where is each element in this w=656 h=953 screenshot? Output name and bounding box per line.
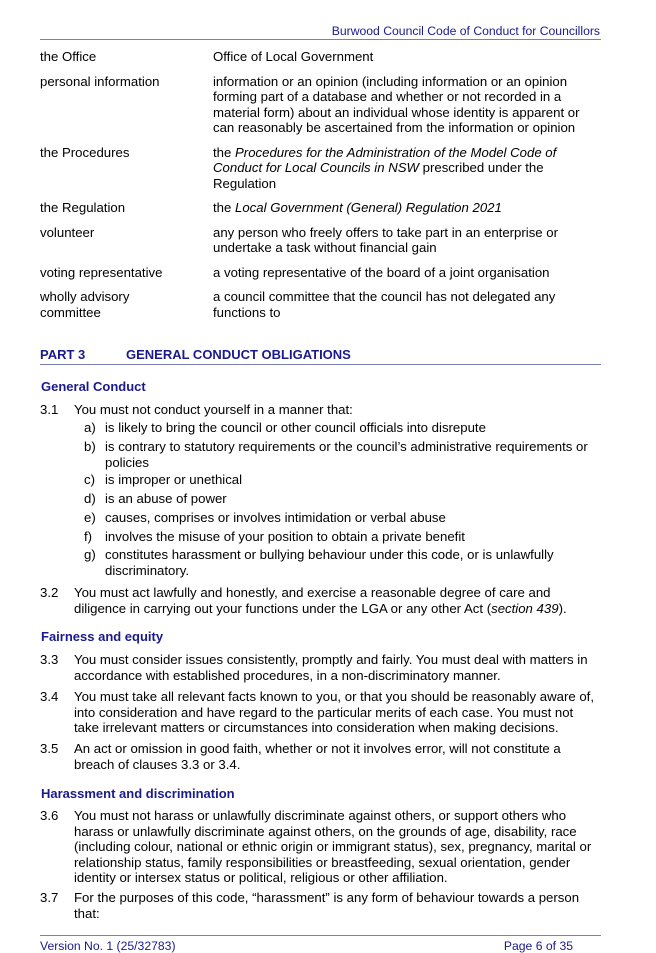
clause-text: You must take all relevant facts known to you, or that you should be reasonably aware of, into consideration and have regard to the particular merits of each case. You must not take irrelevant matters or circumstances into consideration when making decisions. (74, 689, 594, 735)
item-label: a) (84, 420, 96, 435)
section-heading-harassment: Harassment and discrimination (41, 786, 235, 801)
sub-item-e (84, 510, 600, 526)
definition-row (40, 74, 600, 136)
clause-number: 3.1 (40, 402, 59, 417)
section-reference: section 439 (491, 600, 559, 616)
sub-item-g (84, 547, 600, 578)
definition-desc: any person who freely offers to take part in an enterprise or undertake a task without financial gain (213, 224, 559, 255)
item-text: is an abuse of power (105, 491, 227, 506)
clause-number: 3.2 (40, 585, 59, 600)
item-label: b) (84, 439, 96, 454)
item-text: is improper or unethical (105, 472, 243, 487)
section-heading-general-conduct: General Conduct (41, 379, 146, 394)
item-text: is likely to bring the council or other council officials into disrepute (105, 420, 486, 435)
desc-text: the (213, 144, 235, 160)
clause-number: 3.5 (40, 741, 59, 756)
section-heading-fairness: Fairness and equity (41, 629, 164, 644)
definition-desc: Office of Local Government (213, 49, 374, 64)
definition-row (40, 49, 600, 65)
definition-term: the Regulation (40, 200, 126, 215)
definition-desc: a voting representative of the board of a joint organisation (213, 264, 550, 280)
running-header (40, 23, 601, 40)
definition-row (40, 145, 600, 192)
clause-3-3 (40, 652, 600, 683)
definition-row (40, 225, 600, 256)
clause-3-1 (40, 402, 600, 418)
definition-desc (213, 145, 600, 192)
clause-number: 3.4 (40, 689, 59, 704)
desc-italic-title: Procedures for the Administration of the Model Code of Conduct for Local Councils in NSW (213, 144, 557, 175)
definition-term (40, 289, 213, 320)
item-text: involves the misuse of your position to obtain a private benefit (105, 529, 465, 544)
definition-term: the Office (40, 49, 97, 64)
clause-number: 3.3 (40, 652, 59, 667)
clause-3-6 (40, 808, 600, 886)
clause-text: For the purposes of this code, “harassment” is any form of behaviour towards a person that: (74, 890, 580, 921)
clause-number: 3.7 (40, 890, 59, 905)
clause-text-part: ). (558, 600, 567, 616)
version-number: Version No. 1 (25/32783) (40, 939, 176, 953)
part-number: PART 3 (40, 347, 86, 362)
clause-text: You must consider issues consistently, promptly and fairly. You must deal with matters in accordance with established procedures, in a non-discriminatory manner. (74, 652, 588, 683)
definition-desc: information or an opinion (including information or an opinion forming part of a database and whether or not recorded in a material form) about an individual whose identity is apparent or can reasonably be ascertained from the information or opinion (213, 73, 580, 135)
desc-italic-title: Local Government (General) Regulation 2021 (235, 200, 502, 215)
item-label: f) (84, 529, 93, 544)
sub-item-a (84, 420, 600, 436)
clause-3-7 (40, 890, 600, 921)
page-number: Page 6 of 35 (503, 939, 573, 953)
desc-text: the (213, 200, 235, 215)
definition-term: voting representative (40, 264, 163, 280)
clause-3-4 (40, 689, 600, 736)
clause-text-part: You must act lawfully and honestly, and exercise a reasonable degree of care and diligence in carrying out your functions under the LGA or any other Act ( (74, 585, 551, 616)
definition-term: personal information (40, 73, 160, 89)
item-label: g) (84, 547, 96, 562)
item-label: e) (84, 510, 96, 525)
document-title: Burwood Council Code of Conduct for Councillors (331, 24, 600, 38)
definitions-list (40, 49, 600, 329)
sub-item-f (84, 529, 600, 545)
definition-row (40, 265, 600, 281)
clause-text: You must not harass or unlawfully discriminate against others, or support others who harass or unlawfully discriminate against others, on the grounds of age, disability, race (including colour, national or ethnic origin or immigrant status), sex, pregnancy, marital or relationship status, family responsibilities or breastfeeding, sexual orientation, gender identity or intersex status or political, religious or other affiliation. (74, 808, 592, 885)
part-heading (40, 347, 601, 365)
clause-3-5 (40, 741, 600, 772)
clause-text (74, 585, 600, 616)
clause-3-2 (40, 585, 600, 616)
definition-term: the Procedures (40, 144, 130, 160)
definition-desc: a council committee that the council has not delegated any functions to (213, 289, 556, 320)
clause-number: 3.6 (40, 808, 59, 823)
desc-text: prescribed under the Regulation (213, 160, 544, 191)
item-text: causes, comprises or involves intimidation or verbal abuse (105, 510, 446, 525)
term-text: wholly advisory committee (40, 289, 130, 320)
definition-term: volunteer (40, 224, 95, 240)
sub-item-d (84, 491, 600, 507)
sub-item-b (84, 439, 600, 470)
sub-item-c (84, 472, 600, 488)
clause-text: You must not conduct yourself in a manner that: (74, 402, 353, 417)
item-text: constitutes harassment or bullying behaviour under this code, or is unlawfully discriminatory. (105, 547, 554, 578)
definition-desc (213, 200, 600, 216)
definition-row (40, 200, 600, 216)
item-label: d) (84, 491, 96, 506)
definition-row (40, 289, 600, 320)
page-footer (40, 935, 601, 953)
clause-text: An act or omission in good faith, whether or not it involves error, will not constitute a breach of clauses 3.3 or 3.4. (74, 741, 561, 772)
part-title: GENERAL CONDUCT OBLIGATIONS (126, 347, 351, 362)
item-label: c) (84, 472, 95, 487)
item-text: is contrary to statutory requirements or the council’s administrative requirements or policies (105, 439, 588, 470)
